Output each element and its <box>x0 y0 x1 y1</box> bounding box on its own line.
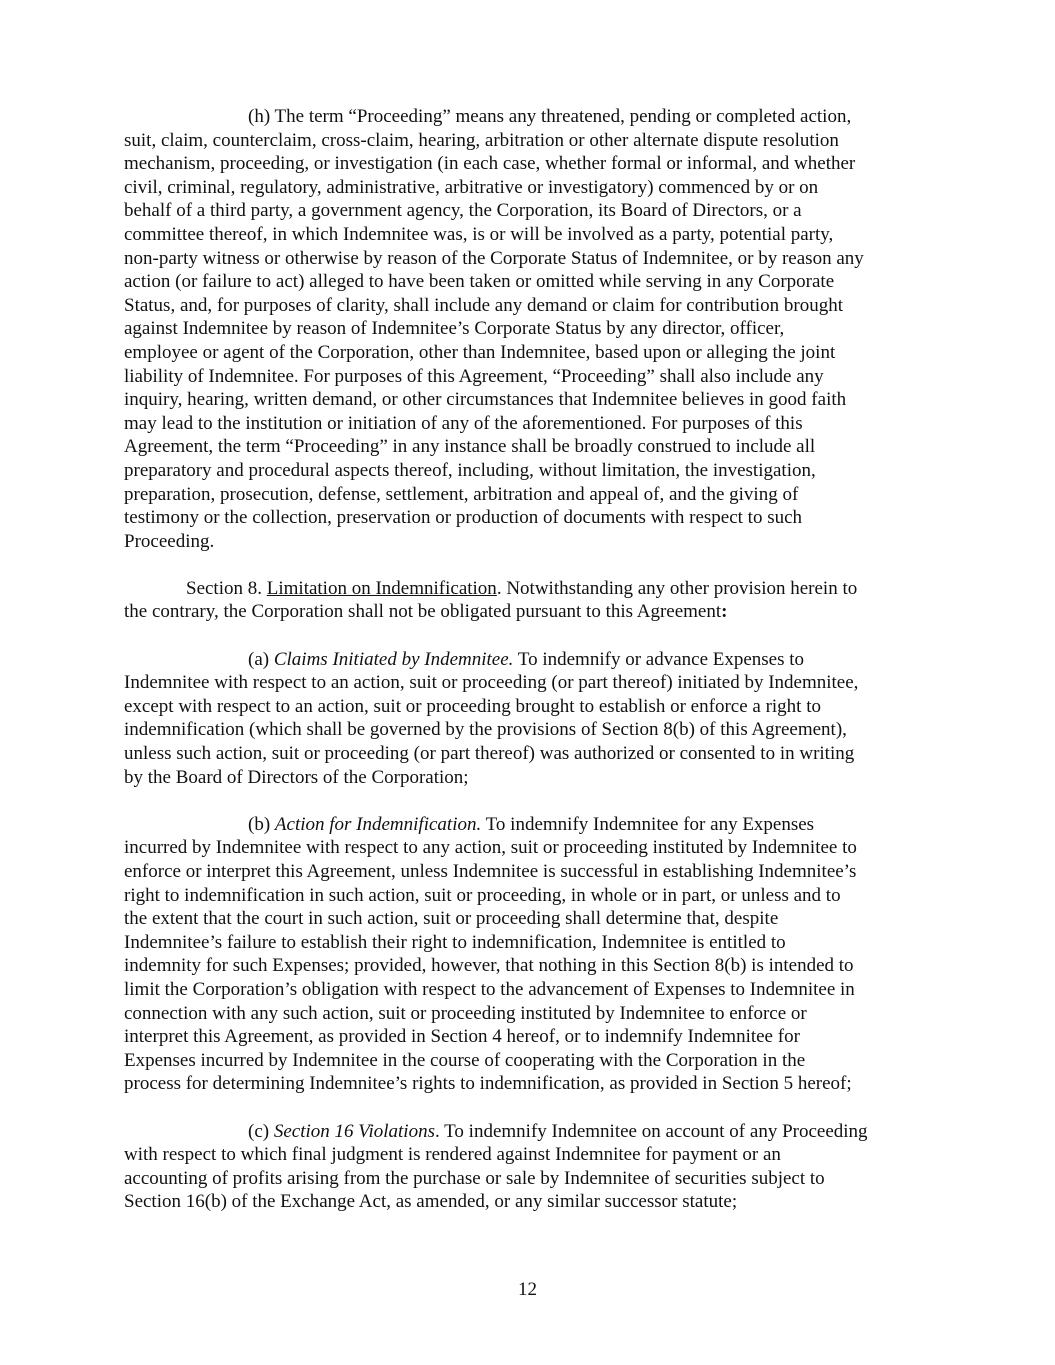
section-8-prefix: Section 8. <box>186 577 267 599</box>
paragraph-c-section-16-violations <box>124 1120 932 1214</box>
paragraph-b-title: Action for Indemnification. <box>274 813 482 835</box>
paragraph-h-proceeding-definition <box>124 105 932 553</box>
section-8-intro <box>124 577 932 624</box>
paragraph-b-label: (b) <box>248 813 275 835</box>
paragraph-b-action-for-indemnification <box>124 813 932 1096</box>
paragraph-a-claims-initiated <box>124 648 932 790</box>
paragraph-a-label: (a) <box>248 648 274 670</box>
section-8-body: . Notwithstanding any other provision herein to the contrary, the Corporation shall not be obligated pursuant to this Agreement <box>124 577 858 623</box>
paragraph-h-text: (h) The term “Proceeding” means any threatened, pending or completed action, suit, claim, counterclaim, cross-claim, hearing, arbitration or other alternate dispute resolution mechanism, proceeding, or investigation (in each case, whether formal or informal, and whether civil, criminal, regulatory, administrative, arbitrative or investigatory) commenced by or on behalf of a third party, a government agency, the Corporation, its Board of Directors, or a committee thereof, in which Indemnitee was, is or will be involved as a party, potential party, non-party witness or otherwise by reason of the Corporate Status of Indemnitee, or by reason any action (or failure to act) alleged to have been taken or omitted while serving in any Corporate Status, and, for purposes of clarity, shall include any demand or claim for contribution brought against Indemnitee by reason of Indemnitee’s Corporate Status by any director, officer, employee or agent of the Corporation, other than Indemnitee, based upon or alleging the joint liability of Indemnitee. For purposes of this Agreement, “Proceeding” shall also include any inquiry, hearing, written demand, or other circumstances that Indemnitee believes in good faith may lead to the institution or initiation of any of the aforementioned. For purposes of this Agreement, the term “Proceeding” in any instance shall be broadly construed to include all preparatory and procedural aspects thereof, including, without limitation, the investigation, preparation, prosecution, defense, settlement, arbitration and appeal of, and the giving of testimony or the collection, preservation or production of documents with respect to such Proceeding. <box>124 106 864 552</box>
section-8-colon: : <box>721 601 728 623</box>
paragraph-a-body: To indemnify or advance Expenses to Indemnitee with respect to an action, suit or proceeding (or part thereof) initiated by Indemnitee, except with respect to an action, suit or proceeding brought to establish or enforce a right to indemnification (which shall be governed by the provisions of Section 8(b) of this Agreement), unless such action, suit or proceeding (or part thereof) was authorized or consented to in writing by the Board of Directors of the Corporation; <box>124 648 859 788</box>
document-page <box>124 105 932 1214</box>
paragraph-b-body: To indemnify Indemnitee for any Expenses incurred by Indemnitee with respect to any action, suit or proceeding instituted by Indemnitee to enforce or interpret this Agreement, unless Indemnitee is successful in establishing Indemnitee’s right to indemnification in such action, suit or proceeding, in whole or in part, or unless and to the extent that the court in such action, suit or proceeding shall determine that, despite Indemnitee’s failure to establish their right to indemnification, Indemnitee is entitled to indemnity for such Expenses; provided, however, that nothing in this Section 8(b) is intended to limit the Corporation’s obligation with respect to the advancement of Expenses to Indemnitee in connection with any such action, suit or proceeding instituted by Indemnitee to enforce or interpret this Agreement, as provided in Section 4 hereof, or to indemnify Indemnitee for Expenses incurred by Indemnitee in the course of cooperating with the Corporation in the process for determining Indemnitee’s rights to indemnification, as provided in Section 5 hereof; <box>124 813 857 1095</box>
paragraph-c-title: Section 16 Violations <box>273 1120 435 1142</box>
paragraph-c-body: . To indemnify Indemnitee on account of any Proceeding with respect to which final judgment is rendered against Indemnitee for payment or an accounting of profits arising from the purchase or sale by Indemnitee of securities subject to Section 16(b) of the Exchange Act, as amended, or any similar successor statute; <box>124 1120 868 1213</box>
section-8-heading: Limitation on Indemnification <box>266 577 497 599</box>
paragraph-a-title: Claims Initiated by Indemnitee. <box>273 648 514 670</box>
paragraph-c-label: (c) <box>248 1120 274 1142</box>
page-number: 12 <box>518 1279 537 1300</box>
